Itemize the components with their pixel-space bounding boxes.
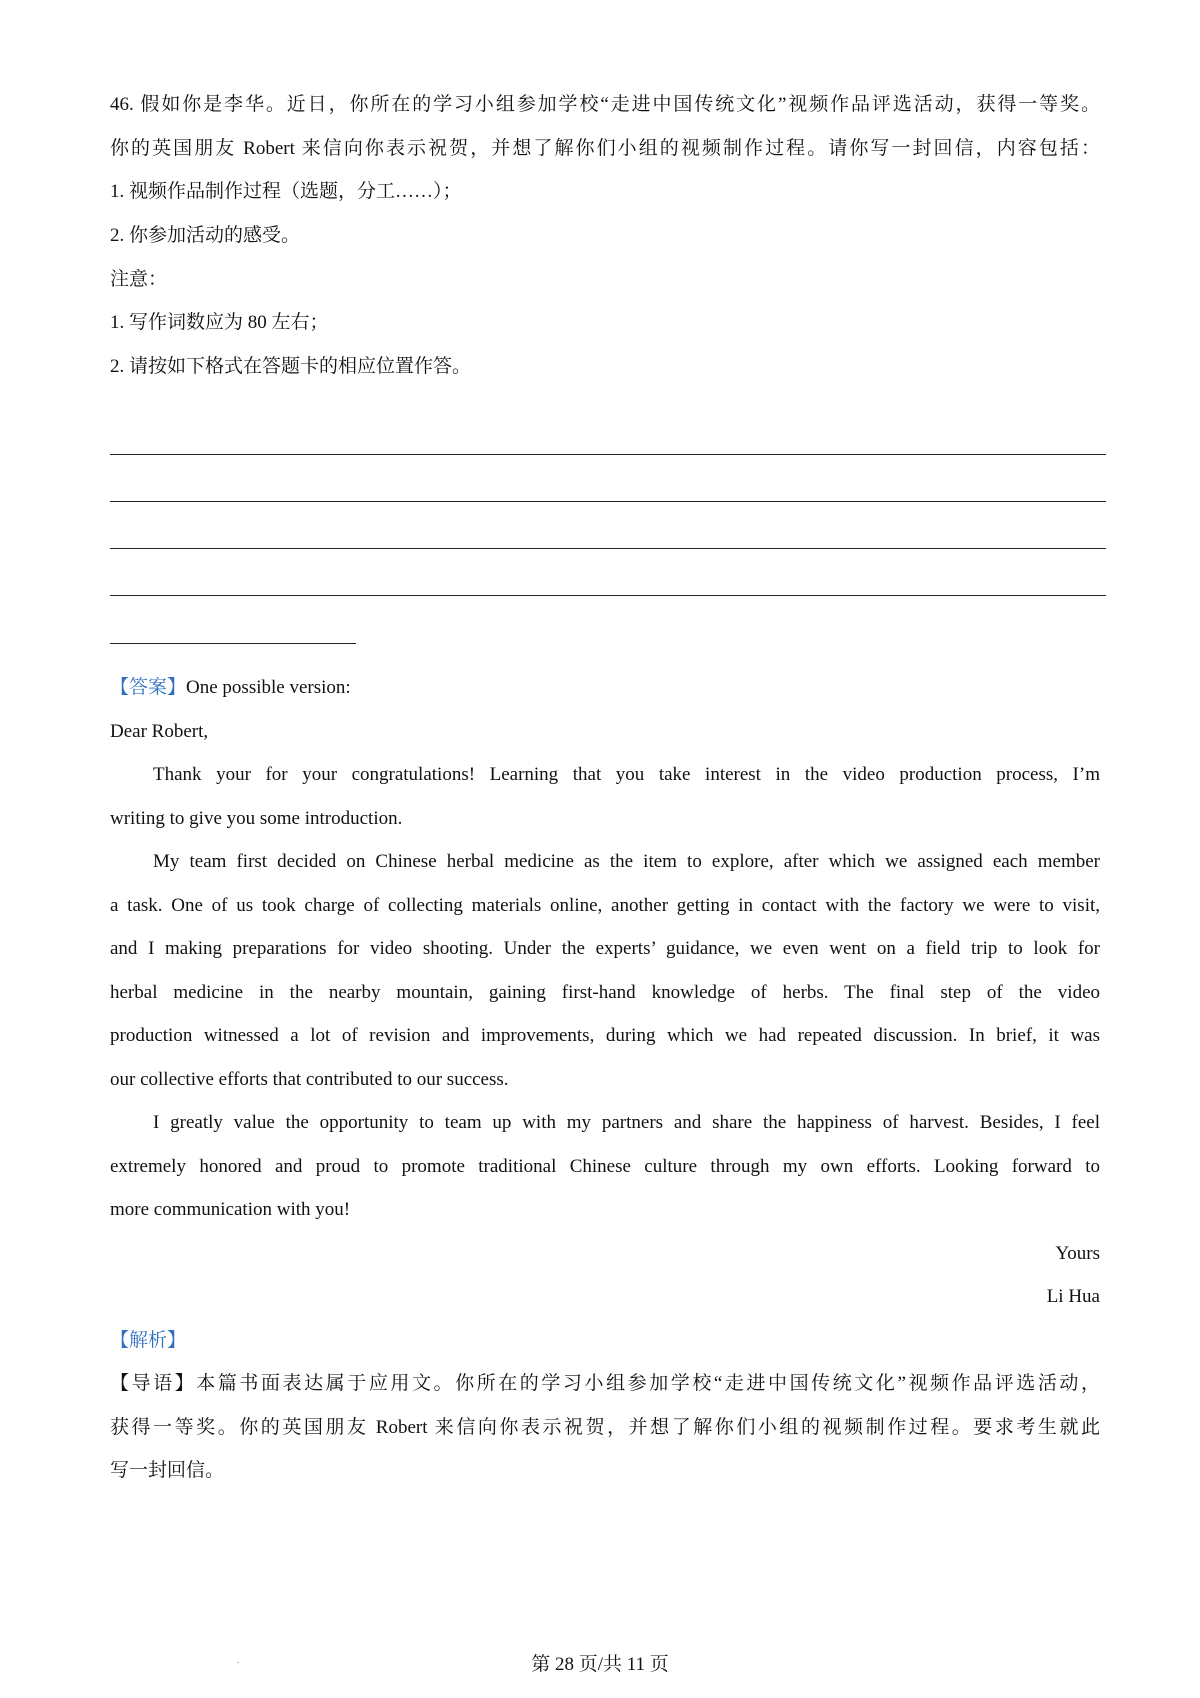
answer-blank-line-short <box>110 643 356 644</box>
letter-paragraph-2-line: and I making preparations for video shooting. Under the experts’ guidance, we even went on a field trip to look for <box>110 938 1100 959</box>
letter-signature: Li Hua <box>1046 1286 1100 1307</box>
note-1: 1. 写作词数应为 80 左右； <box>110 312 329 333</box>
guide-text: 本篇书面表达属于应用文。你所在的学习小组参加学校“走进中国传统文化”视频作品评选活动， <box>196 1373 1100 1394</box>
question-prompt-line-1: 46. 假如你是李华。近日，你所在的学习小组参加学校“走进中国传统文化”视频作品评选活动，获得一等奖。 <box>110 94 1100 115</box>
analysis-label: 【解析】 <box>110 1330 187 1351</box>
requirement-1: 1. 视频作品制作过程（选题，分工……）； <box>110 181 462 202</box>
letter-paragraph-2-line: herbal medicine in the nearby mountain, gaining first-hand knowledge of herbs. The final step of the video <box>110 982 1100 1003</box>
answer-blank-line <box>110 595 1106 596</box>
letter-paragraph-1-line: Thank your for your congratulations! Learning that you take interest in the video production process, I’m <box>153 764 1100 785</box>
answer-blank-line <box>110 454 1106 455</box>
letter-paragraph-2-line: production witnessed a lot of revision and improvements, during which we had repeated discussion. In brief, it was <box>110 1025 1100 1046</box>
letter-paragraph-1-line: writing to give you some introduction. <box>110 808 403 829</box>
analysis-guide-line-1 <box>110 1372 1100 1396</box>
letter-paragraph-2-line: My team first decided on Chinese herbal medicine as the item to explore, after which we assigned each member <box>153 851 1100 872</box>
note-2: 2. 请按如下格式在答题卡的相应位置作答。 <box>110 356 472 377</box>
question-prompt-line-2: 你的英国朋友 Robert 来信向你表示祝贺，并想了解你们小组的视频制作过程。请你写一封回信，内容包括： <box>110 138 1100 159</box>
letter-greeting: Dear Robert, <box>110 721 209 742</box>
letter-paragraph-2-line: our collective efforts that contributed to our success. <box>110 1069 509 1090</box>
letter-closing: Yours <box>1055 1243 1100 1264</box>
answer-label: 【答案】 <box>110 677 187 698</box>
guide-label: 【导语】 <box>110 1373 197 1394</box>
analysis-guide-line-3: 写一封回信。 <box>110 1460 225 1481</box>
answer-header <box>110 676 351 700</box>
letter-paragraph-3-line: more communication with you! <box>110 1199 351 1220</box>
answer-blank-line <box>110 548 1106 549</box>
letter-paragraph-3-line: I greatly value the opportunity to team up with my partners and share the happiness of harvest. Besides, I feel <box>153 1112 1100 1133</box>
answer-intro: One possible version: <box>186 677 351 698</box>
letter-paragraph-2-line: a task. One of us took charge of collecting materials online, another getting in contact with the factory we were to visit, <box>110 895 1100 916</box>
page-footer: 第 28 页/共 11 页 <box>531 1654 669 1675</box>
requirement-2: 2. 你参加活动的感受。 <box>110 225 301 246</box>
letter-paragraph-3-line: extremely honored and proud to promote traditional Chinese culture through my own efforts. Looking forward to <box>110 1156 1100 1177</box>
notes-title: 注意： <box>110 269 168 290</box>
analysis-guide-line-2: 获得一等奖。你的英国朋友 Robert 来信向你表示祝贺，并想了解你们小组的视频制作过程。要求考生就此 <box>110 1417 1100 1438</box>
answer-blank-line <box>110 501 1106 502</box>
